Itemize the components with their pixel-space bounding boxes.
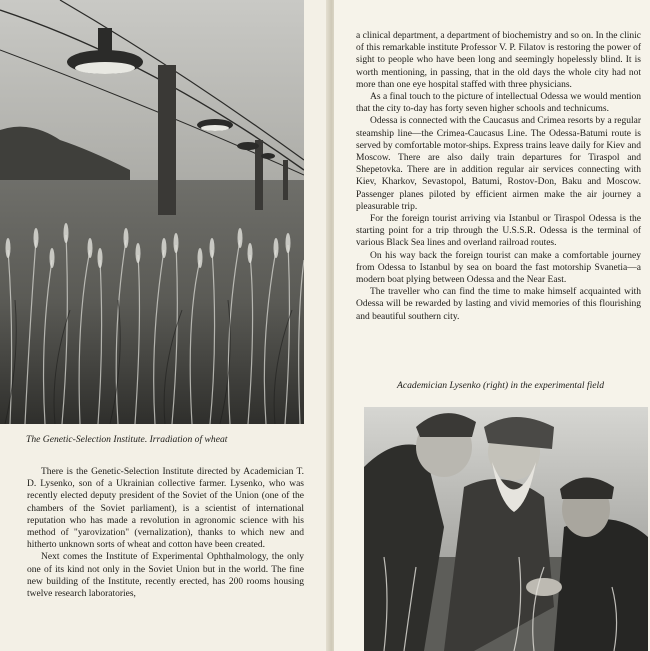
right-paragraph: a clinical department, a department of biochemistry and so on. In the clinic of this remarkable institute Professor V. P. Filatov is restoring the power of sight to people who have been long and seemingly hopelessly blind. It is worth mentioning, in passing, that in the old days the whole city had not more than one eye hospital staffed with three physicians. (356, 31, 641, 90)
wheat-photo-caption: The Genetic-Selection Institute. Irradiation of wheat (26, 434, 228, 445)
lysenko-photo-caption: Academician Lysenko (right) in the experimental field (397, 380, 604, 391)
right-paragraph: For the foreign tourist arriving via Istanbul or Tiraspol Odessa is the starting point for a trip through the U.S.S.R. Odessa is the terminal of various Black Sea lines and overland railroad routes. (356, 214, 641, 249)
left-paragraph: There is the Genetic-Selection Institute directed by Academician T. D. Lysenko, son of a Ukrainian collective farmer. Lysenko, who was recently elected deputy president of the Soviet of the Union (one of the chambers of the Soviet parliament), is a scientist of international reputation who has made a revolution in agronomic science with his method of "yarovization" (vernalization), thanks to which new and hitherto unknown sorts of wheat and cotton have been created. (27, 467, 304, 551)
right-paragraph: Odessa is connected with the Caucasus and Crimea resorts by a regular steamship line—the Crimea-Caucasus Line. The Odessa-Batumi route is served by comfortable motor-ships. Express trains leave daily for Kiev and Moscow. There are also daily train departures for Tiraspol and Shepetovka. There are in addition regular air services connecting with Kiev, Kharkov, Sevastopol, Batumi, Rostov-Don, Baku and Moscow. Passenger planes piloted by efficient airmen make the air journey a pleasurable trip. (356, 116, 641, 212)
right-paragraph: The traveller who can find the time to make himself acquainted with Odessa will be rewarded by lasting and vivid memories of this flourishing and beautiful southern city. (356, 287, 641, 322)
lysenko-field-photo (364, 407, 648, 651)
right-paragraph: On his way back the foreign tourist can make a comfortable journey from Odessa to Istanbul by sea on board the fast motorship Svanetia—a modern boat plying between Odessa and the Near East. (356, 250, 641, 286)
left-paragraph: Next comes the Institute of Experimental Ophthalmology, the only one of its kind not only in the Soviet Union but in the world. The fine new building of the Institute, recently erected, has 200 rooms housing twelve research laboratories, (27, 552, 304, 600)
left-body-text (27, 466, 304, 600)
wheat-irradiation-photo (0, 0, 304, 424)
right-paragraph: As a final touch to the picture of intellectual Odessa we would mention that the city to-day has forty seven higher schools and technicums. (356, 92, 641, 115)
right-body-text (356, 30, 641, 323)
